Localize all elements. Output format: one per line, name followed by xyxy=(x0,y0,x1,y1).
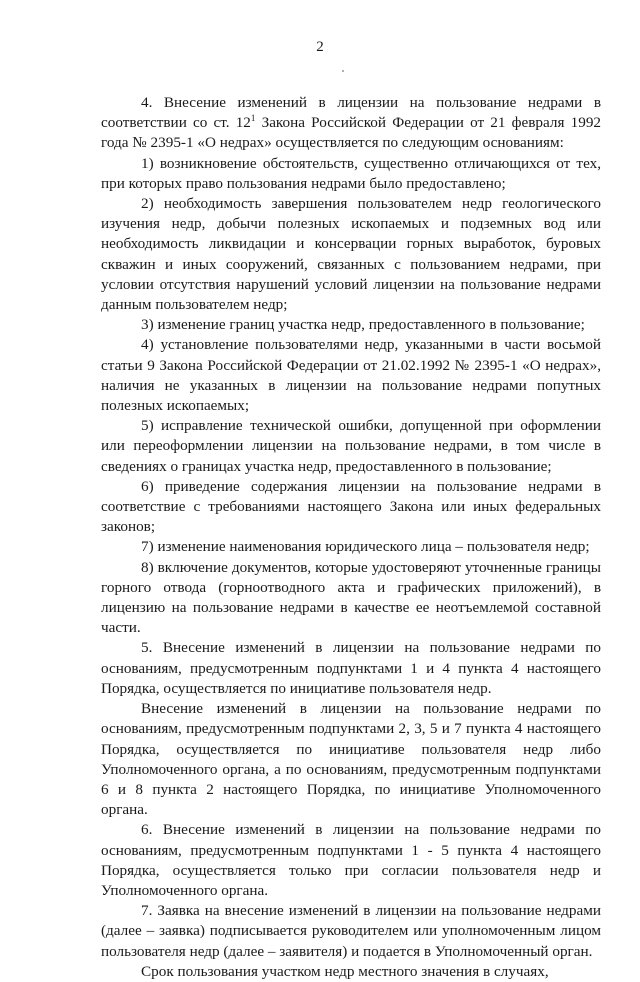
subitem-8: 8) включение документов, которые удостоверяют уточненные границы горного отвода (горноотводного акта и графических приложений), в лицензию на пользование недрами в качестве ее неотъемлемой составной части. xyxy=(101,558,601,637)
page-number: 2 xyxy=(316,39,324,55)
subitem-4: 4) установление пользователями недр, указанными в части восьмой статьи 9 Закона Российской Федерации от 21.02.1992 № 2395-1 «О недрах», наличия не указанных в лицензии на пользование недрами попутных полезных ископаемых; xyxy=(101,336,601,415)
subitem-1: 1) возникновение обстоятельств, существенно отличающихся от тех, при которых право пользования недрами было предоставлено; xyxy=(101,154,601,192)
paragraph-item-7: 7. Заявка на внесение изменений в лицензии на пользование недрами (далее – заявка) подписывается руководителем или уполномоченным лицом пользователя недр (далее – заявителя) и подается в Уполномоченный орган. xyxy=(101,902,601,960)
subitem-6: 6) приведение содержания лицензии на пользование недрами в соответствие с требованиями настоящего Закона или иных федеральных законов; xyxy=(101,477,601,536)
paragraph-item-6: 6. Внесение изменений в лицензии на пользование недрами по основаниям, предусмотренным подпунктами 1 - 5 пункта 4 настоящего Порядка, осуществляется только при согласии пользователя недр и Уполномоченного органа. xyxy=(101,821,601,899)
subitem-7: 7) изменение наименования юридического лица – пользователя недр; xyxy=(141,538,590,556)
subitem-2: 2) необходимость завершения пользователем недр геологического изучения недр, добычи полезных ископаемых и подземных вод или необходимость ликвидации и консервации горных выработок, буровых скважин и иных сооружений, связанных с пользованием недрами, при условии отсутствия нарушений условий лицензии на пользование недрами данным пользователем недр; xyxy=(101,195,601,314)
document-body xyxy=(101,93,601,982)
subitem-3: 3) изменение границ участка недр, предоставленного в пользование; xyxy=(141,316,585,334)
paragraph-item-4: 4. Внесение изменений в лицензии на пользование недрами в соответствии со ст. $12^1$ Закона Российской Федерации от 21 февраля 1992 года № 2395-1 «О недрах» осуществляется по следующим основаниям: xyxy=(101,94,602,152)
paragraph-item-5: 5. Внесение изменений в лицензии на пользование недрами по основаниям, предусмотренным подпунктами 1 и 4 пункта 4 настоящего Порядка, осуществляется по инициативе пользователя недр. xyxy=(101,639,601,697)
paragraph-term: Срок пользования участком недр местного значения в случаях, xyxy=(141,962,549,980)
superscript: 1 xyxy=(250,113,256,124)
scan-speck xyxy=(342,70,344,72)
paragraph-item-5-continued: Внесение изменений в лицензии на пользование недрами по основаниям, предусмотренным подпунктами 2, 3, 5 и 7 пункта 4 настоящего Порядка, осуществляется по инициативе пользователя недр либо Уполномоченного органа, а по основаниям, предусмотренным подпунктами 6 и 8 пункта 2 настоящего Порядка, по инициативе Уполномоченного органа. xyxy=(101,700,601,819)
subitem-5: 5) исправление технической ошибки, допущенной при оформлении или переоформлении лицензии на пользование недрами, в том числе в сведениях о границах участка недр, предоставленного в пользование; xyxy=(101,417,601,475)
